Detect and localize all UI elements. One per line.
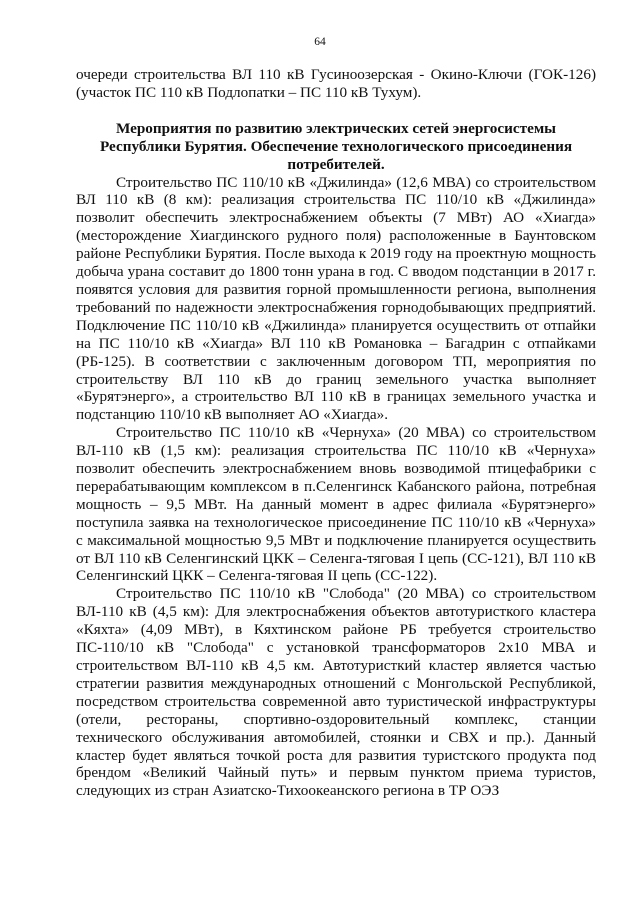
- paragraph-dzhilinda: Строительство ПС 110/10 кВ «Джилинда» (12,6 МВА) со строительством ВЛ 110 кВ (8 км): реализация строительства ПС 110/10 кВ «Джилинда» позволит обеспечить электроснабжением объекты (7 МВт) АО «Хиагда» (месторождение Хиагдинского рудного поля) расположенные в Баунтовском районе Республики Бурятия. После выхода к 2019 году на проектную мощность добыча урана составит до 1800 тонн урана в год. С вводом подстанции в 2017 г. появятся условия для развития горной промышленности региона, выполнения требований по надежности электроснабжения горнодобывающих предприятий. Подключение ПС 110/10 кВ «Джилинда» планируется осуществить от отпайки на ПС 110/10 кВ «Хиагда» ВЛ 110 кВ Романовка – Багадрин с отпайками (РБ-125). В соответствии с заключенным договором ТП, мероприятия по строительству ВЛ 110 кВ до границ земельного участка выполняет «Бурятэнерго», а строительство ВЛ 110 кВ в границах земельного участка и подстанцию 110/10 кВ выполняет АО «Хиагда».: [76, 173, 596, 424]
- intro-paragraph: очереди строительства ВЛ 110 кВ Гусиноозерская - Окино-Ключи (ГОК-126) (участок ПС 110 кВ Подлопатки – ПС 110 кВ Тухум).: [76, 66, 596, 101]
- section-heading: Мероприятия по развитию электрических сетей энергосистемы Республики Бурятия. Обеспечение технологического присоединения потребителей.: [99, 119, 573, 173]
- page-content: [76, 66, 596, 800]
- page-number: 64: [314, 36, 326, 48]
- paragraph-chernukha: Строительство ПС 110/10 кВ «Чернуха» (20 МВА) со строительством ВЛ-110 кВ (1,5 км): реализация строительства ПС 110/10 кВ «Чернуха» позволит обеспечить электроснабжением вновь возводимой птицефабрики с перерабатывающим комплексом в п.Селенгинск Кабанского района, потребная мощность – 9,5 МВт. На данный момент в адрес филиала «Бурятэнерго» поступила заявка на технологическое присоединение ПС 110/10 кВ «Чернуха» с максимальной мощностью 9,5 МВт и подключение планируется осуществить от ВЛ 110 кВ Селенгинский ЦКК – Селенга-тяговая I цепь (СС-121), ВЛ 110 кВ Селенгинский ЦКК – Селенга-тяговая II цепь (СС-122).: [76, 424, 596, 585]
- paragraph-sloboda: Строительство ПС 110/10 кВ "Слобода" (20 МВА) со строительством ВЛ-110 кВ (4,5 км): Для электроснабжения объектов автотуристкого кластера «Кяхта» (4,09 МВт), в Кяхтинском районе РБ требуется строительство ПС-110/10 кВ "Слобода" с установкой трансформаторов 2х10 МВА и строительством ВЛ-110 кВ 4,5 км. Автотуристкий кластер является частью стратегии развития международных отношений с Монгольской Республикой, посредством строительства современной авто туристической инфраструктуры (отели, рестораны, спортивно-оздоровительный комплекс, станции технического обслуживания автомобилей, стоянки и СВХ и пр.). Данный кластер будет являться точкой роста для развития туристского продукта под брендом «Великий Чайный путь» и первым пунктом приема туристов, следующих из стран Азиатско-Тихоокеанского региона в ТР ОЭЗ: [76, 585, 596, 800]
